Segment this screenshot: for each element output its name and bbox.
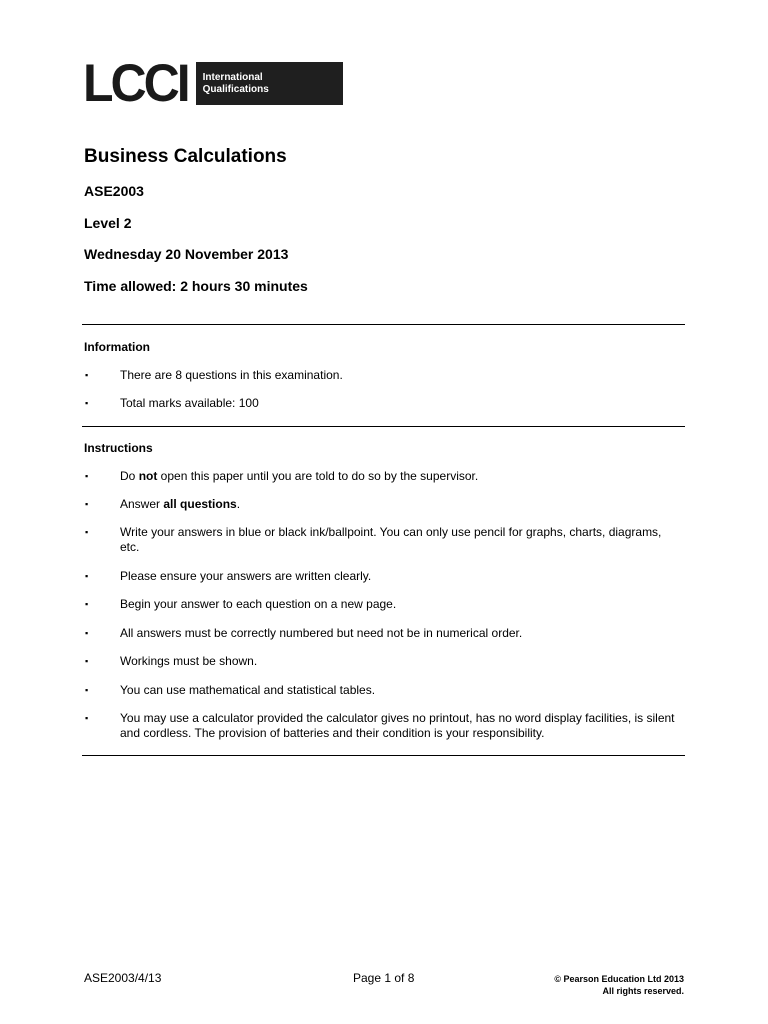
instruction-text: Do <box>120 469 139 483</box>
instruction-item: All answers must be correctly numbered but need not be in numerical order. <box>120 626 523 640</box>
logo-mark: LCCI <box>83 53 188 113</box>
time-allowed: Time allowed: 2 hours 30 minutes <box>84 278 308 294</box>
instruction-item: Begin your answer to each question on a new page. <box>120 597 397 611</box>
instruction-item <box>120 469 680 484</box>
exam-code: ASE2003 <box>84 183 144 199</box>
logo-line-2: Qualifications <box>202 83 269 95</box>
instruction-emphasis: all questions <box>163 497 237 511</box>
rights-line: All rights reserved. <box>602 986 684 996</box>
instruction-item: You may use a calculator provided the calculator gives no printout, has no word display facilities, is silent and cordless. The provision of batteries and their condition is your responsibility. <box>120 711 675 740</box>
bullet-icon: ▪ <box>85 571 89 581</box>
lcci-logo <box>83 53 343 113</box>
exam-date: Wednesday 20 November 2013 <box>84 246 289 262</box>
logo-line-1: International <box>202 71 263 83</box>
bullet-icon: ▪ <box>85 499 89 509</box>
instruction-text: Answer <box>120 497 164 511</box>
bullet-icon: ▪ <box>85 628 89 638</box>
instruction-text: . <box>236 497 241 511</box>
bullet-icon: ▪ <box>85 656 89 666</box>
bullet-icon: ▪ <box>85 713 89 723</box>
instruction-item <box>120 497 680 512</box>
logo-text-box <box>196 62 343 105</box>
instruction-emphasis: not <box>138 469 158 483</box>
divider-middle <box>82 426 685 427</box>
instruction-item: Workings must be shown. <box>120 654 258 668</box>
bullet-icon: ▪ <box>85 685 89 695</box>
bullet-icon: ▪ <box>85 398 89 408</box>
information-item: There are 8 questions in this examination. <box>120 368 343 382</box>
instructions-heading: Instructions <box>84 441 153 455</box>
bullet-icon: ▪ <box>85 471 89 481</box>
information-heading: Information <box>84 340 150 354</box>
bullet-icon: ▪ <box>85 599 89 609</box>
instruction-item: You can use mathematical and statistical tables. <box>120 683 376 697</box>
instruction-item: Write your answers in blue or black ink/ballpoint. You can only use pencil for graphs, charts, diagrams, etc. <box>120 525 662 554</box>
exam-title: Business Calculations <box>84 146 287 167</box>
bullet-icon: ▪ <box>85 527 89 537</box>
copyright-line: © Pearson Education Ltd 2013 <box>554 974 684 984</box>
instruction-text: open this paper until you are told to do so by the supervisor. <box>157 469 479 483</box>
information-item: Total marks available: 100 <box>120 396 259 410</box>
divider-top <box>82 324 685 325</box>
instruction-item: Please ensure your answers are written clearly. <box>120 569 372 583</box>
footer-page-number: Page 1 of 8 <box>353 971 415 985</box>
footer-reference: ASE2003/4/13 <box>84 971 162 985</box>
bullet-icon: ▪ <box>85 370 89 380</box>
divider-bottom <box>82 755 685 756</box>
exam-level: Level 2 <box>84 215 132 231</box>
footer-copyright <box>554 973 684 997</box>
